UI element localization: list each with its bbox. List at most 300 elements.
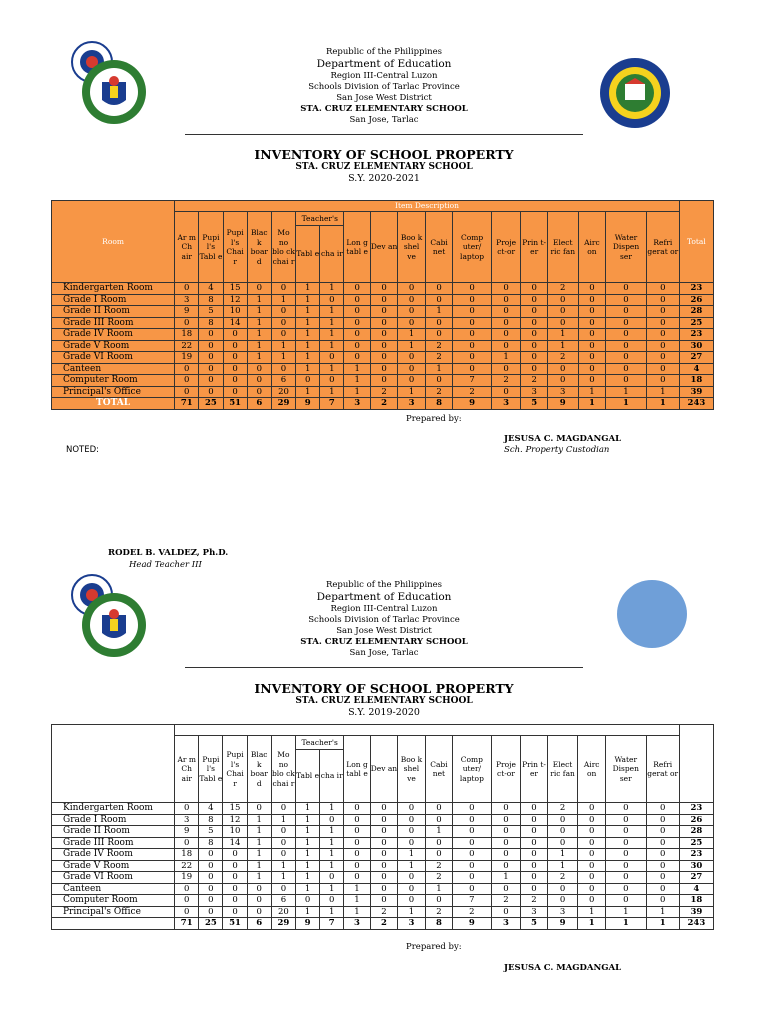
value-cell: 1 bbox=[295, 837, 319, 849]
title-block bbox=[150, 147, 618, 184]
inventory-school: STA. CRUZ ELEMENTARY SCHOOL bbox=[295, 162, 473, 172]
value-cell: 10 bbox=[223, 826, 247, 838]
value-cell: 0 bbox=[491, 283, 521, 295]
value-cell: 0 bbox=[199, 872, 223, 884]
value-cell: 1 bbox=[398, 329, 425, 341]
value-cell: 0 bbox=[271, 283, 295, 295]
value-cell: 0 bbox=[491, 837, 521, 849]
value-cell: 0 bbox=[175, 363, 199, 375]
value-cell: 0 bbox=[646, 340, 679, 352]
value-cell: 1 bbox=[271, 340, 295, 352]
value-cell: 0 bbox=[344, 872, 370, 884]
value-cell: 1 bbox=[271, 352, 295, 364]
value-cell: 0 bbox=[370, 363, 397, 375]
value-cell: 0 bbox=[199, 860, 223, 872]
table-row bbox=[52, 803, 714, 815]
value-cell: 0 bbox=[199, 375, 223, 387]
value-cell: 0 bbox=[491, 317, 521, 329]
value-cell: 0 bbox=[370, 814, 397, 826]
value-cell: 2 bbox=[453, 386, 491, 398]
value-cell: 1 bbox=[344, 375, 370, 387]
value-cell: 0 bbox=[646, 803, 679, 815]
school-year: S.Y. 2020-2021 bbox=[348, 173, 420, 184]
head-teacher-title: Head Teacher III bbox=[129, 560, 202, 570]
value-cell: 0 bbox=[398, 306, 425, 318]
column-total-cell: 9 bbox=[295, 918, 319, 930]
column-total-cell: 1 bbox=[646, 918, 679, 930]
value-cell: 1 bbox=[320, 283, 344, 295]
table-row bbox=[52, 352, 714, 364]
value-cell: 0 bbox=[578, 837, 605, 849]
value-cell: 0 bbox=[646, 837, 679, 849]
row-total-cell: 4 bbox=[679, 363, 713, 375]
value-cell: 0 bbox=[491, 386, 521, 398]
room-cell: Computer Room bbox=[52, 895, 175, 907]
value-cell: 0 bbox=[247, 906, 271, 918]
header-school: STA. CRUZ ELEMENTARY SCHOOL bbox=[300, 104, 468, 114]
col-teachers: Teacher's bbox=[295, 736, 343, 750]
value-cell: 0 bbox=[578, 294, 605, 306]
value-cell: 1 bbox=[320, 837, 344, 849]
value-cell: 0 bbox=[605, 883, 646, 895]
table-row bbox=[52, 906, 714, 918]
value-cell: 0 bbox=[646, 352, 679, 364]
col-blackboard: Blac k boar d bbox=[247, 736, 271, 803]
header-region: Region III-Central Luzon bbox=[330, 71, 438, 81]
room-cell: Grade VI Room bbox=[52, 872, 175, 884]
value-cell: 0 bbox=[453, 306, 491, 318]
value-cell: 0 bbox=[271, 883, 295, 895]
value-cell: 2 bbox=[425, 906, 452, 918]
value-cell: 0 bbox=[646, 294, 679, 306]
value-cell: 22 bbox=[175, 340, 199, 352]
col-devan: Dev an bbox=[370, 736, 397, 803]
value-cell: 10 bbox=[223, 306, 247, 318]
totals-label: TOTAL bbox=[52, 398, 175, 410]
col-pupils-table: Pupi l's Tabl e bbox=[199, 736, 223, 803]
inventory-title: INVENTORY OF SCHOOL PROPERTY bbox=[254, 147, 514, 162]
room-cell: Principal's Office bbox=[52, 386, 175, 398]
value-cell: 0 bbox=[398, 895, 425, 907]
value-cell: 0 bbox=[605, 803, 646, 815]
value-cell: 2 bbox=[370, 906, 397, 918]
value-cell: 0 bbox=[491, 849, 521, 861]
value-cell: 0 bbox=[578, 849, 605, 861]
row-total-cell: 23 bbox=[679, 849, 713, 861]
value-cell: 0 bbox=[547, 363, 578, 375]
room-cell: Grade V Room bbox=[52, 340, 175, 352]
value-cell: 0 bbox=[344, 352, 370, 364]
custodian-name: JESUSA C. MAGDANGAL bbox=[504, 434, 622, 444]
header-region: Region III-Central Luzon bbox=[330, 604, 438, 614]
value-cell: 1 bbox=[425, 883, 452, 895]
value-cell: 0 bbox=[223, 849, 247, 861]
value-cell: 0 bbox=[247, 895, 271, 907]
table-row bbox=[52, 329, 714, 341]
row-total-cell: 30 bbox=[679, 860, 713, 872]
value-cell: 0 bbox=[296, 375, 320, 387]
col-projector: Proje ct-or bbox=[491, 736, 521, 803]
room-cell: Grade VI Room bbox=[52, 352, 175, 364]
table-row bbox=[52, 375, 714, 387]
value-cell: 1 bbox=[247, 317, 271, 329]
value-cell: 0 bbox=[175, 317, 199, 329]
value-cell: 0 bbox=[453, 803, 491, 815]
value-cell: 0 bbox=[521, 294, 547, 306]
noted-label: NOTED: bbox=[66, 445, 100, 455]
value-cell: 0 bbox=[646, 306, 679, 318]
value-cell: 0 bbox=[605, 826, 646, 838]
col-bookshelve: Boo k shel ve bbox=[398, 736, 425, 803]
value-cell: 20 bbox=[271, 386, 295, 398]
value-cell: 0 bbox=[199, 352, 223, 364]
value-cell: 0 bbox=[646, 826, 679, 838]
value-cell: 0 bbox=[521, 860, 547, 872]
room-cell: Grade I Room bbox=[52, 814, 175, 826]
row-total-cell: 23 bbox=[679, 803, 713, 815]
value-cell: 1 bbox=[320, 340, 344, 352]
value-cell: 1 bbox=[296, 329, 320, 341]
column-total-cell: 3 bbox=[398, 918, 425, 930]
value-cell: 0 bbox=[398, 883, 425, 895]
value-cell: 0 bbox=[646, 329, 679, 341]
value-cell: 1 bbox=[320, 883, 344, 895]
value-cell: 0 bbox=[453, 872, 491, 884]
value-cell: 9 bbox=[175, 826, 199, 838]
value-cell: 12 bbox=[223, 294, 247, 306]
value-cell: 0 bbox=[344, 803, 370, 815]
value-cell: 0 bbox=[425, 849, 452, 861]
deped-division-logo bbox=[64, 38, 156, 130]
header-address: San Jose, Tarlac bbox=[349, 115, 419, 125]
value-cell: 0 bbox=[199, 895, 223, 907]
column-total-cell: 2 bbox=[370, 918, 397, 930]
row-total-cell: 26 bbox=[679, 814, 713, 826]
value-cell: 0 bbox=[578, 860, 605, 872]
value-cell: 1 bbox=[547, 329, 578, 341]
header-divider bbox=[185, 667, 583, 668]
value-cell: 0 bbox=[175, 283, 199, 295]
table-row bbox=[52, 860, 714, 872]
value-cell: 0 bbox=[370, 340, 397, 352]
value-cell: 0 bbox=[271, 306, 295, 318]
value-cell: 0 bbox=[425, 329, 452, 341]
value-cell: 0 bbox=[199, 386, 223, 398]
value-cell: 2 bbox=[425, 872, 452, 884]
col-teachers-table: Tabl e bbox=[295, 750, 319, 803]
letterhead bbox=[200, 47, 568, 126]
column-total-cell: 1 bbox=[646, 398, 679, 410]
table-row bbox=[52, 363, 714, 375]
value-cell: 0 bbox=[370, 329, 397, 341]
value-cell: 0 bbox=[453, 317, 491, 329]
value-cell: 0 bbox=[320, 895, 344, 907]
header-division: Schools Division of Tarlac Province bbox=[308, 615, 460, 625]
letterhead bbox=[200, 580, 568, 659]
value-cell: 0 bbox=[453, 340, 491, 352]
table-row bbox=[52, 872, 714, 884]
value-cell: 0 bbox=[606, 363, 647, 375]
value-cell: 8 bbox=[199, 294, 223, 306]
header-republic: Republic of the Philippines bbox=[325, 580, 443, 590]
value-cell: 0 bbox=[223, 906, 247, 918]
value-cell: 0 bbox=[398, 803, 425, 815]
value-cell: 0 bbox=[646, 883, 679, 895]
value-cell: 0 bbox=[247, 375, 271, 387]
value-cell: 1 bbox=[398, 860, 425, 872]
value-cell: 5 bbox=[199, 826, 223, 838]
value-cell: 0 bbox=[491, 860, 521, 872]
value-cell: 0 bbox=[606, 306, 647, 318]
col-blackboard: Blac k boar d bbox=[247, 212, 271, 283]
value-cell: 1 bbox=[398, 386, 425, 398]
value-cell: 0 bbox=[491, 340, 521, 352]
value-cell: 3 bbox=[547, 386, 578, 398]
value-cell: 0 bbox=[491, 363, 521, 375]
row-total-cell: 30 bbox=[679, 340, 713, 352]
value-cell: 0 bbox=[344, 826, 370, 838]
value-cell: 0 bbox=[370, 826, 397, 838]
col-printer: Prin t-er bbox=[521, 736, 547, 803]
value-cell: 0 bbox=[646, 375, 679, 387]
value-cell: 0 bbox=[425, 837, 452, 849]
value-cell: 1 bbox=[344, 906, 370, 918]
value-cell: 0 bbox=[247, 283, 271, 295]
column-total-cell: 3 bbox=[491, 398, 521, 410]
value-cell: 0 bbox=[199, 363, 223, 375]
value-cell: 0 bbox=[453, 294, 491, 306]
value-cell: 0 bbox=[605, 872, 646, 884]
header-department: Department of Education bbox=[316, 591, 452, 603]
value-cell: 0 bbox=[398, 363, 425, 375]
row-total-cell: 39 bbox=[679, 386, 713, 398]
value-cell: 0 bbox=[320, 872, 344, 884]
col-computer: Comp uter/ laptop bbox=[453, 212, 491, 283]
value-cell: 0 bbox=[295, 895, 319, 907]
value-cell: 0 bbox=[521, 363, 547, 375]
value-cell: 1 bbox=[295, 883, 319, 895]
col-cabinet: Cabi net bbox=[425, 736, 452, 803]
value-cell: 0 bbox=[491, 294, 521, 306]
column-total-cell: 3 bbox=[491, 918, 521, 930]
column-total-cell: 1 bbox=[578, 918, 605, 930]
table-row bbox=[52, 814, 714, 826]
value-cell: 0 bbox=[370, 849, 397, 861]
value-cell: 0 bbox=[223, 363, 247, 375]
value-cell: 2 bbox=[491, 375, 521, 387]
value-cell: 0 bbox=[547, 306, 578, 318]
value-cell: 0 bbox=[606, 375, 647, 387]
value-cell: 0 bbox=[453, 814, 491, 826]
value-cell: 2 bbox=[491, 895, 521, 907]
value-cell: 0 bbox=[175, 895, 199, 907]
value-cell: 0 bbox=[344, 837, 370, 849]
inventory-school: STA. CRUZ ELEMENTARY SCHOOL bbox=[295, 696, 473, 706]
value-cell: 18 bbox=[175, 849, 199, 861]
value-cell: 0 bbox=[271, 329, 295, 341]
value-cell: 3 bbox=[175, 294, 199, 306]
value-cell: 1 bbox=[247, 352, 271, 364]
value-cell: 0 bbox=[425, 317, 452, 329]
room-cell: Grade V Room bbox=[52, 860, 175, 872]
room-cell: Grade IV Room bbox=[52, 329, 175, 341]
column-total-cell: 29 bbox=[271, 398, 295, 410]
value-cell: 12 bbox=[223, 814, 247, 826]
column-total-cell: 71 bbox=[175, 398, 199, 410]
value-cell: 0 bbox=[398, 294, 425, 306]
column-total-cell: 25 bbox=[199, 918, 223, 930]
value-cell: 0 bbox=[491, 906, 521, 918]
column-total-cell: 8 bbox=[425, 398, 452, 410]
value-cell: 0 bbox=[320, 294, 344, 306]
value-cell: 0 bbox=[370, 317, 397, 329]
value-cell: 0 bbox=[370, 803, 397, 815]
col-printer: Prin t-er bbox=[521, 212, 547, 283]
value-cell: 0 bbox=[398, 375, 425, 387]
value-cell: 1 bbox=[320, 317, 344, 329]
table-row bbox=[52, 317, 714, 329]
value-cell: 0 bbox=[521, 883, 547, 895]
col-bookshelve: Boo k shel ve bbox=[398, 212, 425, 283]
value-cell: 0 bbox=[175, 883, 199, 895]
value-cell: 0 bbox=[199, 906, 223, 918]
column-total-cell: 1 bbox=[606, 398, 647, 410]
prepared-by-label: Prepared by: bbox=[406, 414, 462, 424]
value-cell: 0 bbox=[453, 352, 491, 364]
value-cell: 0 bbox=[521, 837, 547, 849]
value-cell: 0 bbox=[398, 826, 425, 838]
header-divider bbox=[185, 134, 583, 135]
value-cell: 0 bbox=[606, 294, 647, 306]
value-cell: 0 bbox=[370, 352, 397, 364]
value-cell: 4 bbox=[199, 283, 223, 295]
row-total-cell: 27 bbox=[679, 872, 713, 884]
col-pupils-chair: Pupi l's Chai r bbox=[223, 212, 247, 283]
value-cell: 0 bbox=[606, 283, 647, 295]
value-cell: 0 bbox=[547, 375, 578, 387]
value-cell: 0 bbox=[223, 375, 247, 387]
value-cell: 1 bbox=[295, 860, 319, 872]
value-cell: 0 bbox=[398, 872, 425, 884]
value-cell: 2 bbox=[425, 860, 452, 872]
room-cell: Grade IV Room bbox=[52, 849, 175, 861]
value-cell: 0 bbox=[398, 814, 425, 826]
title-block bbox=[150, 681, 618, 718]
col-water-dispenser: Water Dispen ser bbox=[606, 212, 647, 283]
value-cell: 0 bbox=[521, 352, 547, 364]
totals-row bbox=[52, 398, 714, 410]
value-cell: 0 bbox=[605, 895, 646, 907]
row-total-cell: 26 bbox=[679, 294, 713, 306]
value-cell: 0 bbox=[606, 329, 647, 341]
value-cell: 0 bbox=[344, 317, 370, 329]
value-cell: 3 bbox=[521, 906, 547, 918]
value-cell: 1 bbox=[296, 386, 320, 398]
value-cell: 2 bbox=[547, 803, 578, 815]
room-cell: Grade II Room bbox=[52, 306, 175, 318]
value-cell: 1 bbox=[578, 386, 605, 398]
value-cell: 8 bbox=[199, 317, 223, 329]
value-cell: 20 bbox=[271, 906, 295, 918]
row-total-cell: 23 bbox=[679, 329, 713, 341]
value-cell: 0 bbox=[175, 803, 199, 815]
custodian-name: JESUSA C. MAGDANGAL bbox=[504, 963, 622, 973]
value-cell: 1 bbox=[320, 386, 344, 398]
value-cell: 0 bbox=[247, 883, 271, 895]
value-cell: 0 bbox=[578, 363, 605, 375]
value-cell: 0 bbox=[578, 814, 605, 826]
value-cell: 0 bbox=[521, 340, 547, 352]
column-total-cell: 3 bbox=[398, 398, 425, 410]
value-cell: 1 bbox=[646, 906, 679, 918]
value-cell: 0 bbox=[247, 363, 271, 375]
value-cell: 15 bbox=[223, 803, 247, 815]
col-arm-chair: Ar m Ch air bbox=[175, 212, 199, 283]
value-cell: 1 bbox=[320, 306, 344, 318]
col-pupils-chair: Pupi l's Chai r bbox=[223, 736, 247, 803]
row-total-cell: 4 bbox=[679, 883, 713, 895]
value-cell: 0 bbox=[578, 283, 605, 295]
value-cell: 14 bbox=[223, 317, 247, 329]
value-cell: 1 bbox=[320, 329, 344, 341]
value-cell: 0 bbox=[247, 386, 271, 398]
value-cell: 1 bbox=[425, 826, 452, 838]
value-cell: 1 bbox=[271, 872, 295, 884]
value-cell: 2 bbox=[547, 283, 578, 295]
value-cell: 1 bbox=[295, 849, 319, 861]
value-cell: 2 bbox=[547, 352, 578, 364]
value-cell: 1 bbox=[247, 826, 271, 838]
value-cell: 0 bbox=[453, 860, 491, 872]
value-cell: 0 bbox=[521, 306, 547, 318]
value-cell: 0 bbox=[646, 860, 679, 872]
header-address: San Jose, Tarlac bbox=[349, 648, 419, 658]
value-cell: 1 bbox=[296, 317, 320, 329]
value-cell: 0 bbox=[491, 329, 521, 341]
value-cell: 0 bbox=[320, 375, 344, 387]
column-total-cell: 29 bbox=[271, 918, 295, 930]
value-cell: 1 bbox=[247, 294, 271, 306]
value-cell: 0 bbox=[370, 872, 397, 884]
value-cell: 1 bbox=[398, 340, 425, 352]
col-cabinet: Cabi net bbox=[425, 212, 452, 283]
value-cell: 0 bbox=[344, 860, 370, 872]
inventory-rows-2020 bbox=[52, 803, 714, 930]
value-cell: 0 bbox=[646, 872, 679, 884]
row-total-cell: 18 bbox=[679, 375, 713, 387]
value-cell: 0 bbox=[578, 340, 605, 352]
value-cell: 6 bbox=[271, 895, 295, 907]
value-cell: 0 bbox=[223, 883, 247, 895]
row-total-cell: 27 bbox=[679, 352, 713, 364]
value-cell: 0 bbox=[344, 814, 370, 826]
value-cell: 2 bbox=[521, 375, 547, 387]
room-cell: Principal's Office bbox=[52, 906, 175, 918]
header-department: Department of Education bbox=[316, 58, 452, 70]
value-cell: 0 bbox=[398, 317, 425, 329]
value-cell: 0 bbox=[578, 306, 605, 318]
value-cell: 0 bbox=[271, 363, 295, 375]
value-cell: 0 bbox=[425, 814, 452, 826]
col-teachers-chair: cha ir bbox=[320, 226, 344, 283]
value-cell: 0 bbox=[521, 317, 547, 329]
value-cell: 0 bbox=[646, 849, 679, 861]
value-cell: 22 bbox=[175, 860, 199, 872]
row-total-cell: 25 bbox=[679, 317, 713, 329]
value-cell: 1 bbox=[344, 895, 370, 907]
value-cell: 0 bbox=[344, 283, 370, 295]
value-cell: 0 bbox=[646, 283, 679, 295]
